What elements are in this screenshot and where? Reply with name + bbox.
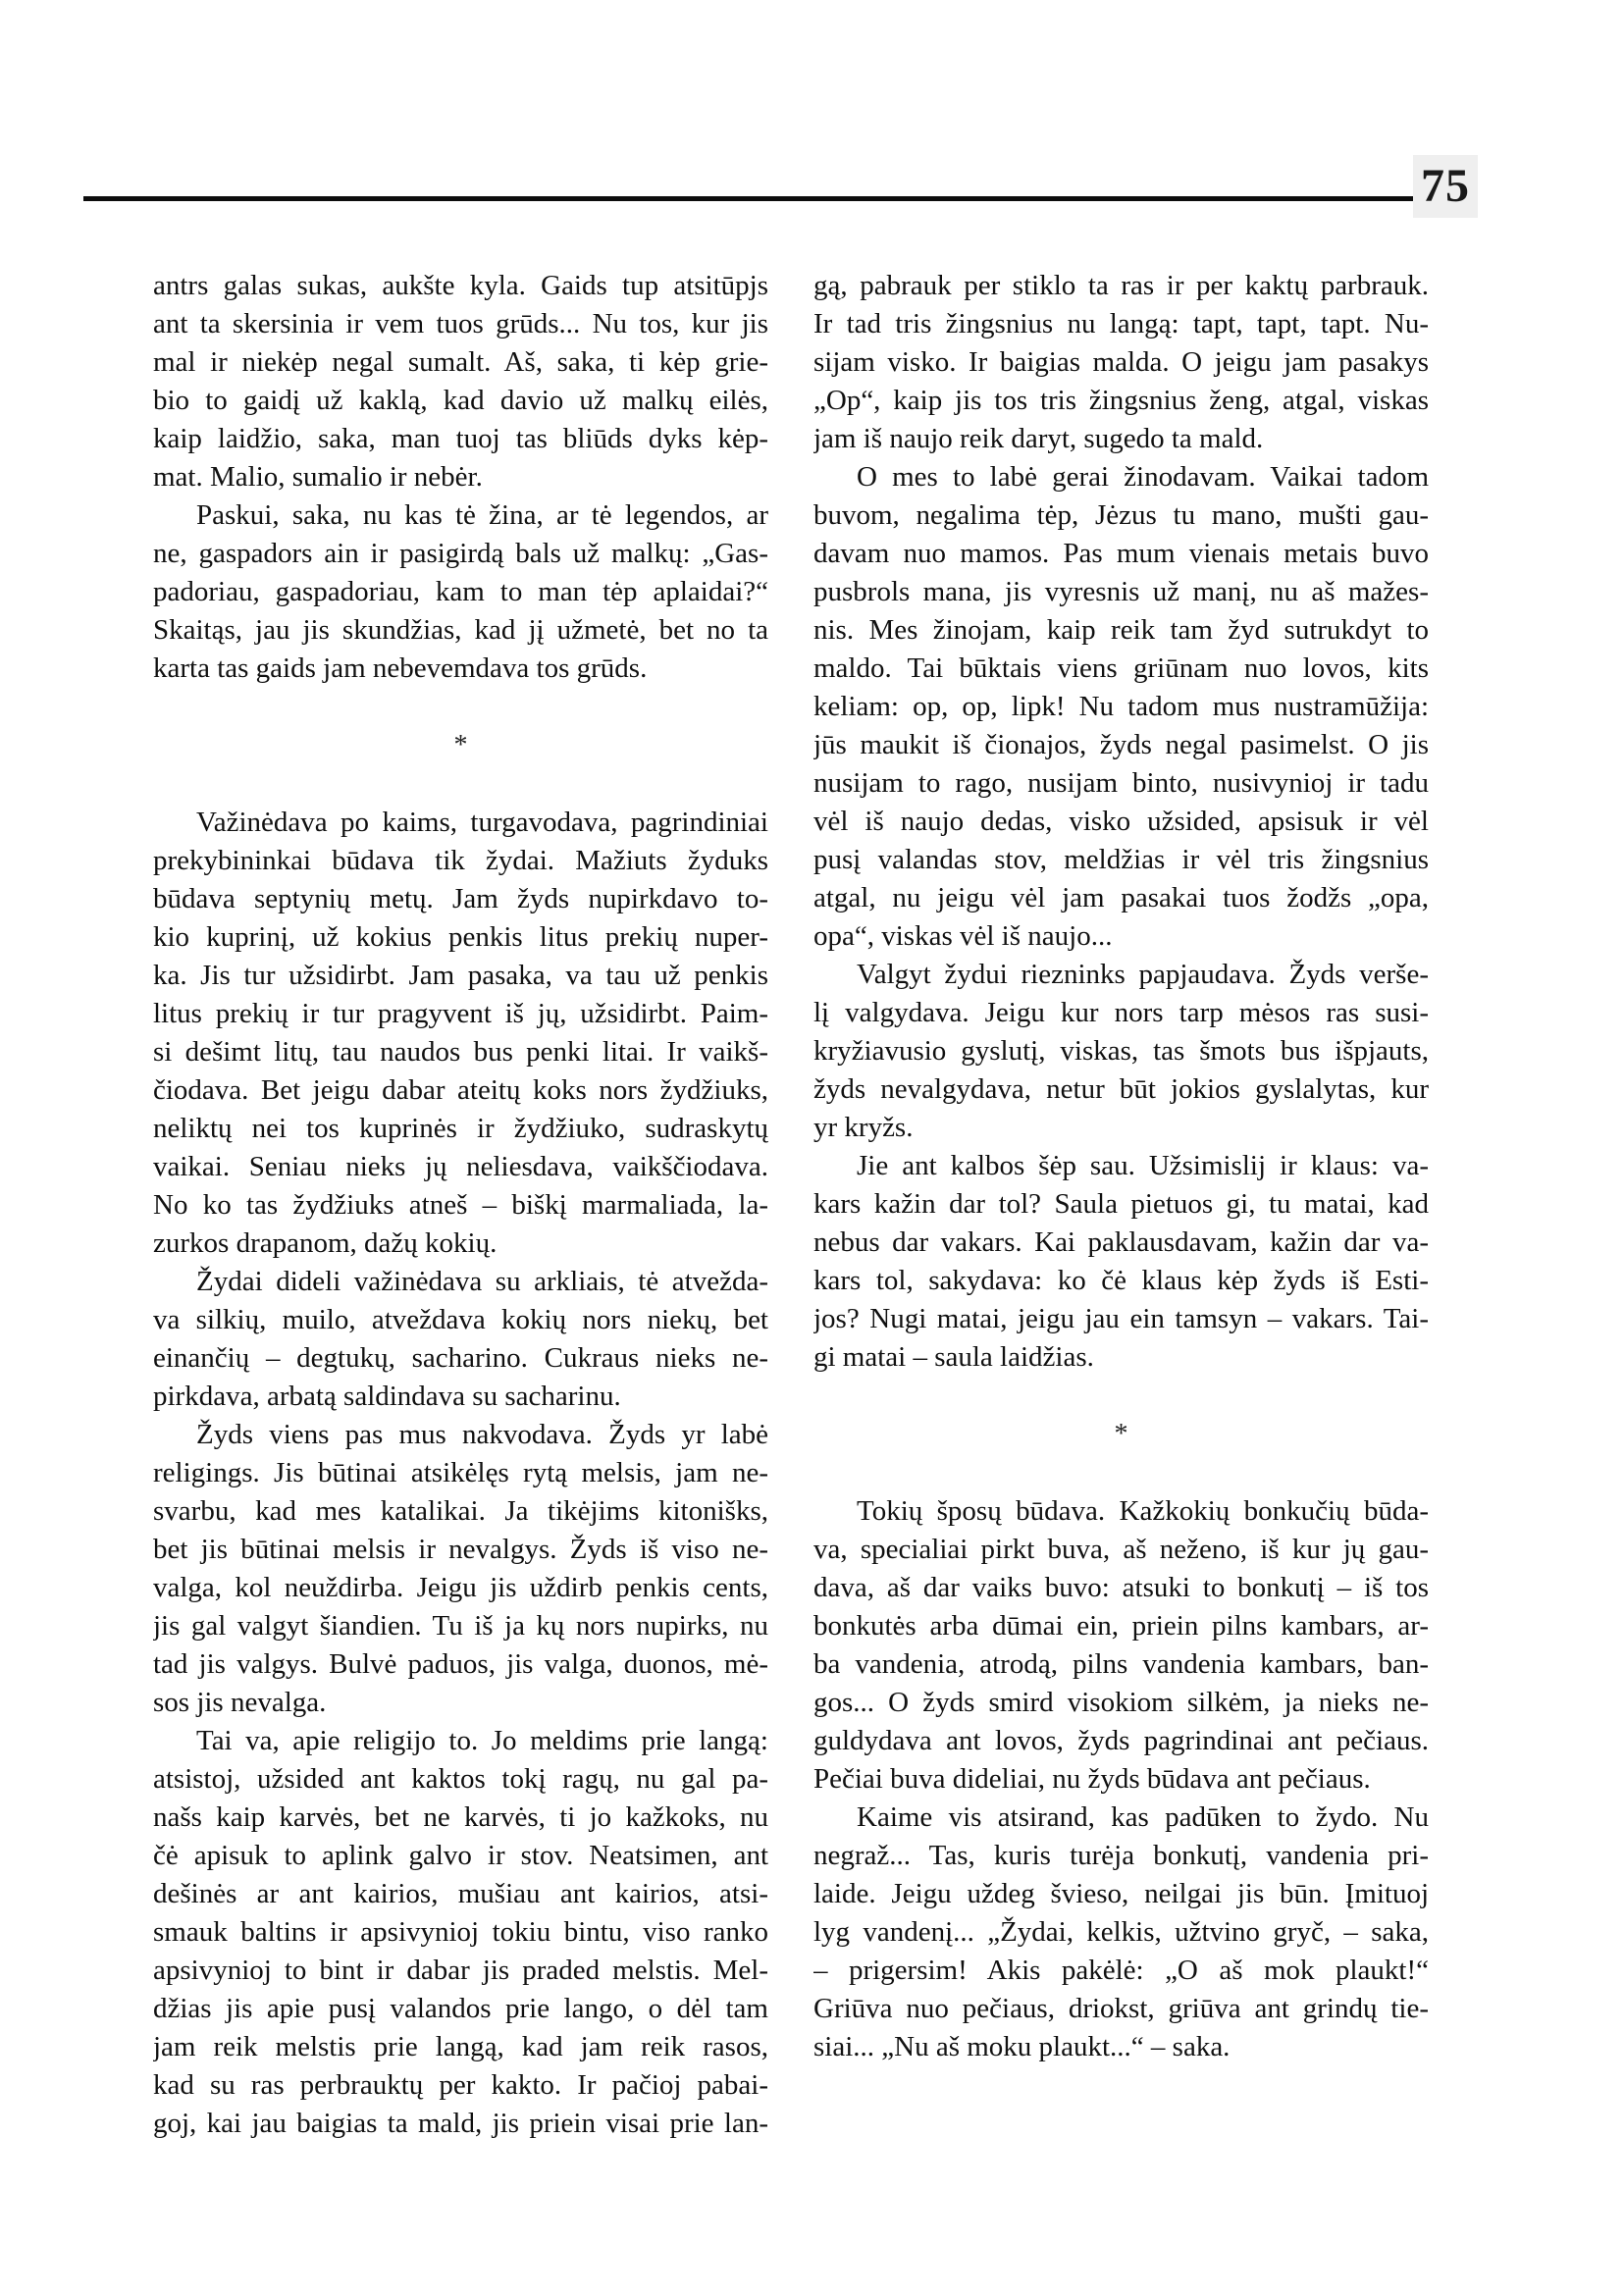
paragraph [813, 458, 1429, 956]
text-line: jam reik melstis prie langą, kad jam reik rasos, [153, 2031, 768, 2062]
text-line: religings. Jis būtinai atsikėlęs rytą melsis, jam ne- [153, 1457, 768, 1488]
text-line: antrs galas sukas, aukšte kyla. Gaids tup atsitūpjs [153, 270, 768, 301]
text-line: guldydava ant lovos, žyds pagrindinai ant pečiaus. [813, 1725, 1429, 1756]
text-line: einančių – degtukų, sacharino. Cukraus nieks ne- [153, 1342, 768, 1374]
text-line: davam nuo mamos. Pas mum vienais metais buvo [813, 538, 1429, 569]
text-line: opa“, viskas vėl iš naujo... [813, 920, 1113, 952]
text-line: Pečiai buva dideliai, nu žyds būdava ant pečiaus. [813, 1763, 1371, 1795]
text-line: mal ir niekėp negal sumalt. Aš, saka, ti kėp grie- [153, 346, 768, 378]
text-line: zurkos drapanom, dažų kokių. [153, 1227, 498, 1259]
text-line: Skaitąs, jau jis skundžias, kad jį užmetė, bet no ta [153, 614, 768, 646]
paragraph [153, 1416, 768, 1722]
text-line: Valgyt žydui riezninks papjaudava. Žyds verše- [857, 959, 1429, 990]
text-line: Tokių šposų būdava. Kažkokių bonkučių būda- [857, 1495, 1429, 1527]
text-line: jis gal valgyt šiandien. Tu iš ja kų nors nupirks, nu [153, 1610, 768, 1642]
text-line: va, specialiai pirkt buva, aš neženo, iš kur jų gau- [813, 1534, 1429, 1565]
text-line: vaikai. Seniau nieks jų neliesdava, vaikščiodava. [153, 1151, 768, 1182]
section-divider: * [1114, 1419, 1128, 1449]
text-line: nis. Mes žinojam, kaip reik tam žyd sutrukdyt to [813, 614, 1429, 646]
text-line: kaip laidžio, saka, man tuoj tas bliūds dyks kėp- [153, 423, 768, 454]
text-line: našs kaip karvės, bet ne karvės, ti jo kažkoks, nu [153, 1801, 768, 1833]
text-line: kars tol, sakydava: ko čė klaus kėp žyds iš Esti- [813, 1265, 1429, 1296]
text-line: džias jis apie pusį valandos prie lango, o dėl tam [153, 1993, 768, 2024]
text-line: No ko tas žydžiuks atneš – biškį marmaliada, la- [153, 1189, 768, 1221]
text-line: – prigersim! Akis pakėlė: „O aš mok plaukt!“ [813, 1955, 1429, 1986]
paragraph [813, 1147, 1429, 1377]
text-line: žyds nevalgydava, netur būt jokios gyslalytas, kur [813, 1073, 1429, 1105]
text-line: ka. Jis tur užsidirbt. Jam pasaka, va tau už penkis [153, 960, 768, 991]
text-line: Žydai dideli važinėdava su arkliais, tė atvežda- [196, 1266, 768, 1297]
text-line: buvom, negalima tėp, Jėzus tu mano, mušti gau- [813, 499, 1429, 531]
text-line: kryžiavusio gyslutį, viskas, tas šmots bus išpjauts, [813, 1035, 1429, 1067]
text-line: atsistoj, užsided ant kaktos tokį ragų, nu gal pa- [153, 1763, 768, 1795]
text-line: kad su ras perbrauktų per kakto. Ir pačioj pabai- [153, 2069, 768, 2101]
text-line: litus prekių ir tur pragyvent iš jų, užsidirbt. Paim- [153, 998, 768, 1029]
text-line: nusijam to rago, nusijam binto, nusivynioj ir tadu [813, 767, 1429, 799]
text-column-left [153, 267, 768, 2143]
text-line: kars kažin dar tol? Saula pietuos gi, tu matai, kad [813, 1188, 1429, 1220]
text-line: dava, aš dar vaiks buvo: atsuki to bonkutį – iš tos [813, 1572, 1429, 1603]
text-line: gą, pabrauk per stiklo ta ras ir per kaktų parbrauk. [813, 270, 1429, 301]
text-line: yr kryžs. [813, 1112, 914, 1143]
paragraph [153, 1263, 768, 1416]
text-line: jam iš naujo reik daryt, sugedo ta mald. [813, 423, 1264, 454]
text-line: jos? Nugi matai, jeigu jau ein tamsyn – vakars. Tai- [813, 1303, 1429, 1334]
text-line: maldo. Tai būktais viens griūnam nuo lovos, kits [813, 652, 1429, 684]
text-line: ant ta skersinia ir vem tuos grūds... Nu tos, kur jis [153, 308, 768, 339]
text-line: dešinės ar ant kairios, mušiau ant kairios, atsi- [153, 1878, 768, 1909]
text-column-right [813, 267, 1429, 2066]
text-line: laide. Jeigu uždeg švieso, neilgai jis būn. Įmituoj [813, 1878, 1429, 1909]
text-line: padoriau, gaspadoriau, kam to man tėp aplaidai?“ [153, 576, 768, 607]
paragraph [153, 267, 768, 496]
text-line: Griūva nuo pečiaus, driokst, griūva ant grindų tie- [813, 1993, 1429, 2024]
text-line: pirkdava, arbatą saldindava su sacharinu. [153, 1381, 621, 1412]
text-line: sijam visko. Ir baigias malda. O jeigu jam pasakys [813, 346, 1429, 378]
section-divider: * [453, 730, 468, 760]
text-line: goj, kai jau baigias ta mald, jis priein visai prie lan- [153, 2108, 768, 2139]
text-line: va silkių, muilo, atveždava kokių nors niekų, bet [153, 1304, 768, 1335]
text-line: Važinėdava po kaims, turgavodava, pagrindiniai [196, 807, 768, 838]
header-rule [83, 196, 1418, 201]
page-number: 75 [1413, 155, 1478, 218]
text-line: Kaime vis atsirand, kas padūken to žydo. Nu [857, 1801, 1429, 1833]
text-line: tad jis valgys. Bulvė paduos, jis valga, duonos, mė- [153, 1648, 768, 1680]
text-line: nebus dar vakars. Kai paklausdavam, kažin dar va- [813, 1226, 1429, 1258]
text-line: negraž... Tas, kuris turėja bonkutį, vandenia pri- [813, 1840, 1429, 1871]
text-line: si dešimt litų, tau naudos bus penki litai. Ir vaikš- [153, 1036, 768, 1068]
paragraph [153, 804, 768, 1263]
text-line: kio kuprinį, už kokius penkis litus prekių nuper- [153, 921, 768, 953]
text-line: Paskui, saka, nu kas tė žina, ar tė legendos, ar [196, 499, 768, 531]
text-line: pusbrols mana, jis vyresnis už manį, nu aš mažes- [813, 576, 1429, 607]
text-line: Jie ant kalbos šėp sau. Užsimislij ir klaus: va- [857, 1150, 1429, 1181]
text-line: siai... „Nu aš moku plaukt...“ – saka. [813, 2031, 1231, 2062]
text-line: jūs maukit iš čionajos, žyds negal pasimelst. O jis [813, 729, 1429, 760]
text-line: mat. Malio, sumalio ir nebėr. [153, 461, 483, 493]
text-line: gi matai – saula laidžias. [813, 1341, 1094, 1373]
text-line: būdava septynių metų. Jam žyds nupirkdavo to- [153, 883, 768, 914]
paragraph [153, 1722, 768, 2143]
text-line: svarbu, kad mes katalikai. Ja tikėjims kitonišks, [153, 1495, 768, 1527]
text-line: lyg vandenį... „Žydai, kelkis, užtvino gryč, – saka, [813, 1916, 1429, 1948]
text-line: pusį valandas stov, meldžias ir vėl tris žingsnius [813, 844, 1429, 875]
text-line: smauk baltins ir apsivynioj tokiu bintu, viso ranko [153, 1916, 768, 1948]
paragraph [813, 1492, 1429, 1799]
text-line: sos jis nevalga. [153, 1687, 327, 1718]
paragraph [813, 267, 1429, 458]
text-line: bonkutės arba dūmai ein, priein pilns kambars, ar- [813, 1610, 1429, 1642]
text-line: ba vandenia, atrodą, pilns vandenia kambars, ban- [813, 1648, 1429, 1680]
text-line: „Op“, kaip jis tos tris žingsnius ženg, atgal, viskas [813, 385, 1429, 416]
text-line: čiodava. Bet jeigu dabar ateitų koks nors žydžiuks, [153, 1074, 768, 1106]
text-line: ne, gaspadors ain ir pasigirdą bals už malkų: „Gas- [153, 538, 768, 569]
text-line: prekybininkai būdava tik žydai. Mažiuts žyduks [153, 845, 768, 876]
paragraph [813, 956, 1429, 1147]
text-line: lį valgydava. Jeigu kur nors tarp mėsos ras susi- [813, 997, 1429, 1028]
text-line: karta tas gaids jam nebevemdava tos grūds. [153, 652, 648, 684]
text-line: keliam: op, op, lipk! Nu tadom mus nustramūžija: [813, 691, 1429, 722]
text-line: bet jis būtinai melsis ir nevalgys. Žyds iš viso ne- [153, 1534, 768, 1565]
text-line: O mes to labė gerai žinodavam. Vaikai tadom [857, 461, 1429, 493]
paragraph [153, 496, 768, 688]
text-line: bio to gaidį už kaklą, kad davio už malkų eilės, [153, 385, 768, 416]
text-line: Tai va, apie religijo to. Jo meldims prie langą: [196, 1725, 768, 1756]
text-line: atgal, nu jeigu vėl jam pasakai tuos žodžs „opa, [813, 882, 1429, 913]
text-line: Ir tad tris žingsnius nu langą: tapt, tapt, tapt. Nu- [813, 308, 1429, 339]
text-line: Žyds viens pas mus nakvodava. Žyds yr labė [196, 1419, 768, 1450]
text-line: apsivynioj to bint ir dabar jis praded melstis. Mel- [153, 1955, 768, 1986]
paragraph [813, 1799, 1429, 2066]
text-line: valga, kol neuždirba. Jeigu jis uždirb penkis cents, [153, 1572, 768, 1603]
text-line: vėl iš naujo dedas, visko užsided, apsisuk ir vėl [813, 806, 1429, 837]
text-line: gos... O žyds smird visokiom silkėm, ja nieks ne- [813, 1687, 1429, 1718]
text-line: čė apisuk to aplink galvo ir stov. Neatsimen, ant [153, 1840, 768, 1871]
text-line: neliktų nei tos kuprinės ir žydžiuko, sudraskytų [153, 1113, 768, 1144]
